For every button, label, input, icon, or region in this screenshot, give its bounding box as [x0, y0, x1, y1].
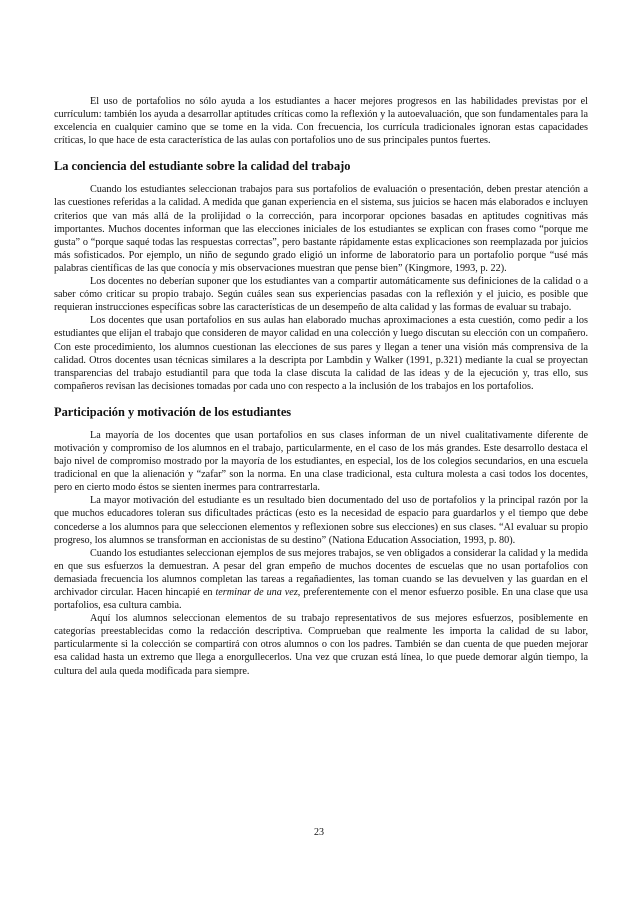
paragraph — [54, 547, 588, 612]
page-number: 23 — [314, 827, 324, 838]
emphasized-text: terminar de una vez — [215, 587, 298, 598]
paragraph: Cuando los estudiantes seleccionan trabajos para sus portafolios de evaluación o presentación, deben prestar atención a las cuestiones referidas a la calidad. A medida que ganan experiencia en el sistema, sus juicios se hacen más elaborados e incluyen criterios que van más allá de la prolijidad o la corrección, para incorporar opciones basadas en aptitudes cognitivas más importantes. Muchos docentes informan que las elecciones iniciales de los estudiantes se explican con frases como “porque me gusta” o “porque saqué todas las respuestas correctas”, pero bastante rápidamente estas explicaciones son reemplazada por juicios más sofisticados. Por ejemplo, un niño de segundo grado eligió un informe de laboratorio para un portafolio porque “usé más palabras científicas de las que conocía y mis observaciones muestran que pense bien” (Kingmore, 1993, p. 22). — [54, 184, 588, 274]
paragraph: Los docentes que usan portafolios en sus aulas han elaborado muchas aproximaciones a esta cuestión, como pedir a los estudiantes que elijan el trabajo que consideren de mayor calidad en una colección y luego discutan su elección con un compañero. Con este procedimiento, los alumnos cuestionan las elecciones de sus pares y llegan a tener una visión más comprensiva de la calidad. Otros docentes usan técnicas similares a la descripta por Lambdin y Walker (1991, p.321) mediante la cual se proyectan transparencias del trabajo estudiantil para que toda la clase discuta la calidad de las ideas y de la ejecución y, tras ello, sus compañeros revisan las decisiones tomadas por cada uno con respecto a la inclusión de los trabajos en los portafolios. — [54, 315, 588, 392]
section-heading-participation: Participación y motivación de los estudiantes — [54, 404, 292, 419]
intro-paragraph: El uso de portafolios no sólo ayuda a los estudiantes a hacer mejores progresos en las habilidades previstas por el currículum: también los ayuda a desarrollar aptitudes críticas como la reflexión y la autoevaluación, que son fundamentales para la excelencia en cualquier camino que se tome en la vida. Con frecuencia, los currícula tradicionales ignoran estas capacidades críticas, lo que hace de esta característica de las aulas con portafolios uno de sus principales puntos fuertes. — [54, 96, 588, 147]
paragraph: Los docentes no deberían suponer que los estudiantes van a compartir automáticamente sus definiciones de la calidad o a saber cómo criticar su propio trabajo. Según cuáles sean sus experiencias pasadas con la reflexión y el juicio, es posible que requieran instrucciones específicas sobre las características de un desempeño de alta calidad y las formas de evaluar su trabajo. — [54, 276, 588, 314]
section-heading-quality: La conciencia del estudiante sobre la calidad del trabajo — [54, 159, 351, 174]
paragraph: La mayor motivación del estudiante es un resultado bien documentado del uso de portafolios y la principal razón por la que muchos educadores toleran sus dificultades prácticas (esto es la necesidad de espacio para guardarlos y el tiempo que debe concederse a los alumnos para que seleccionen elementos y reflexionen sobre sus elecciones) en sus clases. “Al evaluar su propio progreso, los alumnos se transforman en accionistas de su destino” (Nationa Education Association, 1993, p. 80). — [54, 495, 588, 546]
paragraph-text: Cuando los estudiantes seleccionan ejemplos de sus mejores trabajos, se ven obligados a considerar la calidad y la medida en que sus esfuerzos la demuestran. A pesar del gran empeño de muchos docentes de escuelas que no usan portafolios con demasiada frecuencia los alumnos completan las tareas a regañadientes, las toman cuando se las devuelven y las guardan en el archivador circular. Hacen hincapié en — [54, 547, 588, 598]
paragraph: La mayoría de los docentes que usan portafolios en sus clases informan de un nivel cualitativamente diferente de motivación y compromiso de los alumnos en el trabajo, particularmente, en el caso de los más grandes. Este desarrollo destaca el bajo nivel de compromiso mostrado por la mayoría de los estudiantes, en especial, los de los colegios secundarios, en una escuela tradicional en que la alienación y “zafar” son la norma. En una clase tradicional, esta cultura molesta a casi todos los docentes, pero en cierto modo éstos se sienten inermes para contrarrestarla. — [54, 429, 588, 494]
paragraph-text: , preferentemente con el menor esfuerzo posible. En una clase que usa portafolios, esa cultura cambia. — [54, 587, 588, 612]
paragraph: Aquí los alumnos seleccionan elementos de su trabajo representativos de sus mejores esfuerzos, posiblemente en categorías preestablecidas como la redacción descriptiva. Comprueban que realmente les importa la calidad de su labor, particularmente si la colección se compartirá con otros alumnos o con los padres. También se dan cuenta de que pueden mejorar esa calidad hasta un extremo que llega a enorgullecerlos. Una vez que cruzan está línea, lo que puede demorar algún tiempo, la cultura del aula queda modificada para siempre. — [54, 613, 588, 677]
document-page — [54, 95, 588, 678]
